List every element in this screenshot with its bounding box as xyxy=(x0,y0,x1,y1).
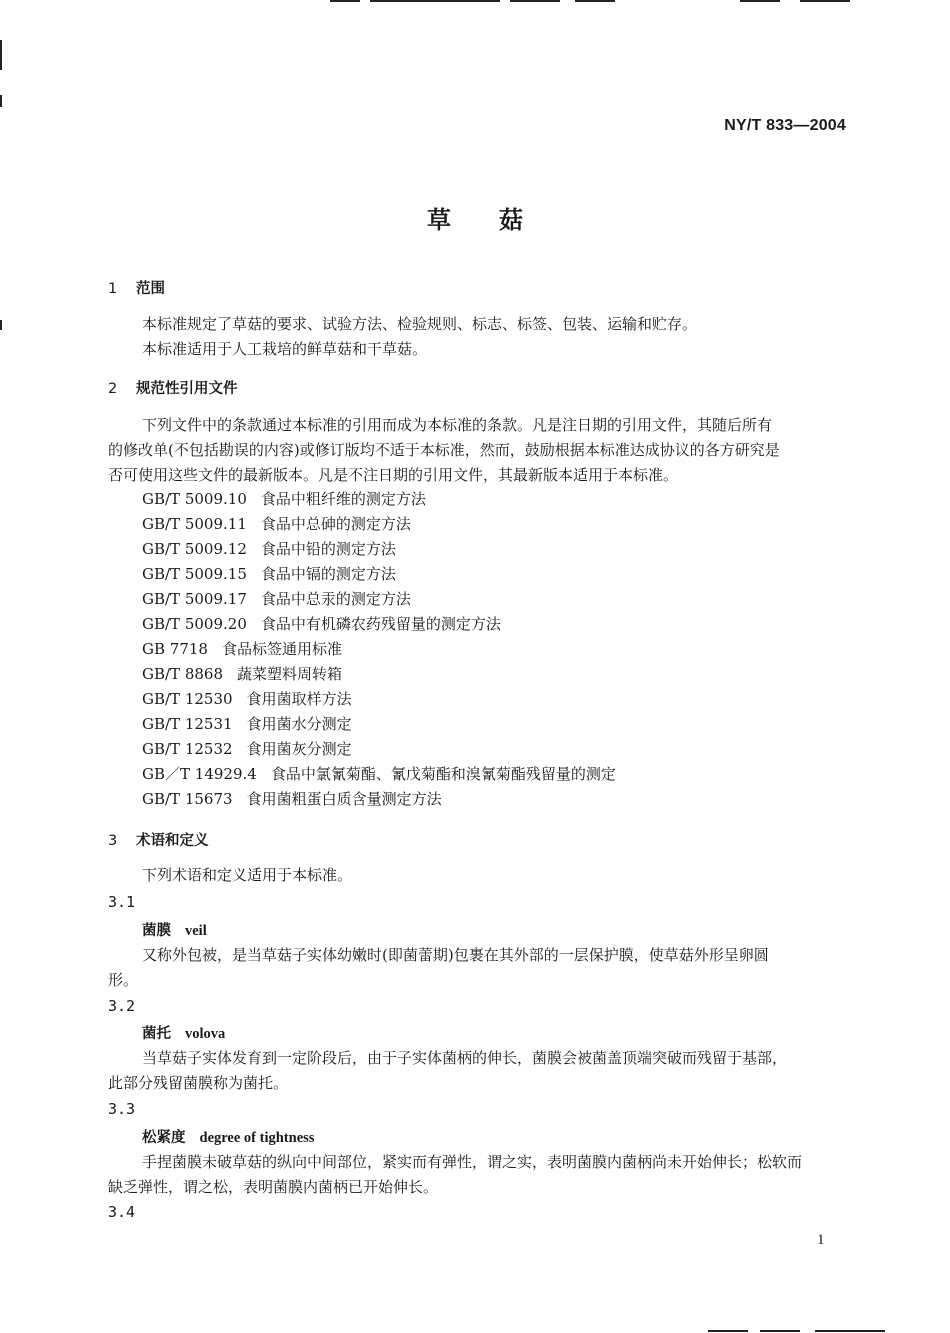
clause-number: 3.4 xyxy=(108,1203,136,1221)
scan-edge-mark xyxy=(800,0,850,2)
scan-edge-mark xyxy=(575,0,615,2)
reference-code: GB/T 15673 xyxy=(142,790,233,808)
clause-number: 3.3 xyxy=(108,1100,136,1118)
paragraph: 下列术语和定义适用于本标准。 xyxy=(142,866,353,884)
term-heading xyxy=(142,1126,314,1147)
reference-code: GB/T 5009.17 xyxy=(142,590,247,608)
section-3-heading xyxy=(108,829,209,850)
reference-title: 食品中有机磷农药残留量的测定方法 xyxy=(260,615,501,633)
scan-edge-mark xyxy=(740,0,780,2)
definition-line: 此部分残留菌膜称为菌托。 xyxy=(108,1074,289,1092)
reference-title: 食品中总汞的测定方法 xyxy=(260,590,411,608)
reference-item xyxy=(142,563,396,584)
reference-title: 食用菌灰分测定 xyxy=(246,740,352,758)
reference-title: 食品中镉的测定方法 xyxy=(260,565,396,583)
reference-code: GB/T 5009.15 xyxy=(142,565,247,583)
reference-title: 食品中总砷的测定方法 xyxy=(260,515,411,533)
paragraph-line: 下列文件中的条款通过本标准的引用而成为本标准的条款。凡是注日期的引用文件，其随后所有 xyxy=(142,416,773,434)
standard-code: NY/T 833—2004 xyxy=(724,117,846,134)
document-title: 草菇 xyxy=(427,206,571,234)
reference-code: GB/T 12531 xyxy=(142,715,233,733)
reference-item xyxy=(142,788,442,809)
reference-code: GB/T 12532 xyxy=(142,740,233,758)
section-number: 1 xyxy=(108,281,118,297)
section-title: 规范性引用文件 xyxy=(136,381,238,397)
term-zh: 松紧度 xyxy=(142,1130,186,1146)
reference-code: GB/T 5009.12 xyxy=(142,540,247,558)
section-1-heading xyxy=(108,277,165,298)
term-en: veil xyxy=(185,923,207,939)
reference-code: GB／T 14929.4 xyxy=(142,765,257,783)
definition-line: 缺乏弹性，谓之松，表明菌膜内菌柄已开始伸长。 xyxy=(108,1178,439,1196)
term-en: volova xyxy=(185,1026,226,1042)
reference-title: 食品中粗纤维的测定方法 xyxy=(260,490,426,508)
term-en: degree of tightness xyxy=(199,1130,315,1146)
scan-edge-mark xyxy=(0,40,2,70)
section-title: 术语和定义 xyxy=(136,833,209,849)
reference-item xyxy=(142,688,352,709)
reference-title: 食用菌水分测定 xyxy=(246,715,352,733)
section-number: 2 xyxy=(108,381,118,397)
reference-code: GB/T 5009.20 xyxy=(142,615,247,633)
scan-edge-mark xyxy=(510,0,560,2)
definition-line: 又称外包被，是当草菇子实体幼嫩时(即菌蕾期)包裹在其外部的一层保护膜，使草菇外形呈卵圆 xyxy=(142,946,769,964)
paragraph-line: 否可使用这些文件的最新版本。凡是不注日期的引用文件，其最新版本适用于本标准。 xyxy=(108,466,679,484)
reference-item xyxy=(142,663,342,684)
clause-number: 3.2 xyxy=(108,997,136,1015)
section-2-heading xyxy=(108,377,238,398)
reference-code: GB 7718 xyxy=(142,640,208,658)
reference-item xyxy=(142,763,616,784)
section-number: 3 xyxy=(108,833,118,849)
reference-code: GB/T 5009.10 xyxy=(142,490,247,508)
paragraph: 本标准规定了草菇的要求、试验方法、检验规则、标志、标签、包装、运输和贮存。 xyxy=(142,315,698,333)
paragraph-line: 的修改单(不包括勘误的内容)或修订版均不适于本标准，然而，鼓励根据本标准达成协议的各方研究是 xyxy=(108,441,780,459)
scan-edge-mark xyxy=(815,1330,885,1332)
reference-item xyxy=(142,488,426,509)
scan-edge-mark xyxy=(708,1330,748,1332)
page-number: 1 xyxy=(817,1232,825,1248)
term-heading xyxy=(142,1022,225,1043)
reference-item xyxy=(142,613,501,634)
scan-edge-mark xyxy=(0,95,2,107)
reference-code: GB/T 12530 xyxy=(142,690,233,708)
reference-item xyxy=(142,513,411,534)
reference-item xyxy=(142,738,352,759)
paragraph: 本标准适用于人工栽培的鲜草菇和干草菇。 xyxy=(142,340,428,358)
reference-title: 食品中铅的测定方法 xyxy=(260,540,396,558)
reference-code: GB/T 8868 xyxy=(142,665,224,683)
term-zh: 菌膜 xyxy=(142,923,171,939)
reference-item xyxy=(142,588,411,609)
term-heading xyxy=(142,919,207,940)
reference-title: 食用菌取样方法 xyxy=(246,690,352,708)
definition-line: 形。 xyxy=(108,971,139,989)
reference-title: 蔬菜塑料周转箱 xyxy=(237,665,343,683)
definition-line: 手捏菌膜未破草菇的纵向中间部位，紧实而有弹性，谓之实，表明菌膜内菌柄尚未开始伸长；松软而 xyxy=(142,1153,803,1171)
reference-title: 食品标签通用标准 xyxy=(221,640,342,658)
scan-edge-mark xyxy=(0,320,2,330)
term-zh: 菌托 xyxy=(142,1026,171,1042)
reference-item xyxy=(142,713,352,734)
section-title: 范围 xyxy=(136,281,165,297)
scan-edge-mark xyxy=(370,0,500,2)
clause-number: 3.1 xyxy=(108,893,136,911)
reference-item xyxy=(142,638,342,659)
reference-title: 食品中氯氰菊酯、氰戊菊酯和溴氰菊酯残留量的测定 xyxy=(270,765,616,783)
scan-edge-mark xyxy=(330,0,360,2)
reference-code: GB/T 5009.11 xyxy=(142,515,247,533)
definition-line: 当草菇子实体发育到一定阶段后，由于子实体菌柄的伸长，菌膜会被菌盖顶端突破而残留于基部， xyxy=(142,1049,788,1067)
reference-item xyxy=(142,538,396,559)
scan-edge-mark xyxy=(760,1330,800,1332)
reference-title: 食用菌粗蛋白质含量测定方法 xyxy=(246,790,442,808)
